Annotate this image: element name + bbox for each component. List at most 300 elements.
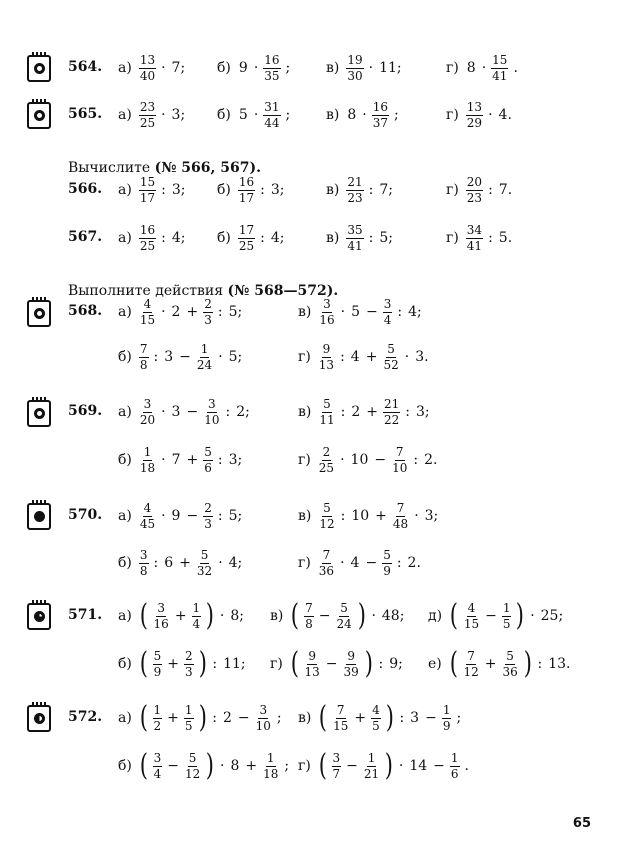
term: :	[340, 508, 346, 524]
denominator: 16	[319, 312, 335, 327]
term: :	[153, 555, 159, 571]
denominator: 17	[139, 190, 156, 205]
term: −	[425, 710, 437, 726]
numerator: 7	[467, 648, 475, 663]
fraction	[346, 176, 363, 205]
expression	[344, 224, 396, 253]
denominator: 21	[363, 766, 380, 781]
denominator: 10	[255, 718, 271, 733]
numerator: 1	[200, 341, 209, 356]
parenthesis: )	[364, 646, 373, 681]
fraction	[304, 650, 321, 679]
denominator: 36	[502, 664, 518, 679]
expression	[316, 446, 441, 475]
numerator: 7	[322, 547, 331, 562]
term: :	[396, 555, 402, 571]
denominator: 15	[139, 312, 156, 327]
part-letter: г)	[298, 555, 311, 571]
term: 2.	[407, 555, 421, 571]
denominator: 4	[192, 616, 201, 631]
term: ·	[161, 508, 166, 524]
term: ·	[218, 555, 223, 571]
fraction	[466, 224, 483, 253]
term: 3	[164, 349, 174, 365]
problem-part	[118, 545, 245, 581]
term: ·	[481, 60, 487, 76]
problem-part	[326, 220, 396, 256]
problem-part	[446, 220, 515, 256]
denominator: 8	[139, 357, 148, 372]
problem-part	[118, 50, 188, 86]
term: :	[260, 182, 265, 198]
problem-part	[446, 50, 521, 86]
term: 2	[171, 304, 181, 320]
term: :	[488, 230, 493, 246]
heading-text: Выполните действия	[68, 283, 228, 299]
numerator: 16	[238, 174, 255, 189]
problem-part	[217, 220, 288, 256]
fraction	[184, 704, 194, 733]
problem-part	[326, 50, 405, 86]
difficulty-mark-icon	[34, 511, 45, 522]
denominator: 24	[196, 357, 213, 372]
fraction	[139, 176, 156, 205]
term: +	[484, 656, 497, 672]
denominator: 7	[332, 766, 341, 781]
term: +	[179, 555, 191, 571]
term: −	[365, 555, 378, 571]
fraction	[139, 549, 149, 578]
term: 7.	[498, 182, 513, 198]
numerator: 21	[347, 174, 363, 189]
part-letter: а)	[118, 230, 132, 246]
fraction	[318, 298, 335, 327]
fraction	[335, 602, 352, 631]
fraction	[196, 549, 213, 578]
expression	[137, 549, 245, 578]
term: −	[346, 758, 358, 774]
fraction	[139, 298, 156, 327]
denominator: 18	[139, 460, 156, 475]
difficulty-badge-icon	[27, 300, 51, 327]
difficulty-mark-icon	[34, 308, 45, 319]
fraction	[343, 650, 360, 679]
term: ·	[161, 60, 166, 76]
term: ·	[488, 107, 493, 123]
term: 7;	[379, 182, 393, 198]
fraction	[263, 54, 280, 83]
numerator: 9	[308, 648, 316, 663]
part-letter: г)	[270, 656, 283, 672]
part-letter: г)	[298, 349, 311, 365]
fraction	[392, 502, 409, 531]
fraction	[139, 343, 149, 372]
numerator: 7	[139, 341, 148, 356]
problem-part	[118, 646, 249, 682]
numerator: 4	[143, 296, 152, 311]
numerator: 16	[372, 99, 388, 114]
expression	[137, 748, 292, 783]
problem-part	[118, 748, 292, 784]
numerator: 3	[143, 396, 152, 411]
part-letter: б)	[217, 60, 231, 76]
denominator: 25	[139, 115, 156, 130]
parenthesis: (	[318, 748, 327, 783]
parenthesis: )	[384, 748, 394, 783]
denominator: 13	[318, 357, 335, 372]
term: ·	[404, 349, 410, 365]
difficulty-badge-icon	[27, 55, 51, 82]
heading-ref: (№ 568—572).	[227, 283, 339, 299]
numerator: 20	[466, 174, 483, 189]
term: :	[217, 508, 223, 524]
fraction	[372, 101, 389, 130]
term: :	[378, 656, 384, 672]
numerator: 2	[184, 648, 193, 663]
term: 11;	[379, 60, 402, 76]
term: :	[217, 452, 223, 468]
problem-number: 569.	[68, 403, 103, 419]
term: −	[325, 656, 338, 672]
term: 11;	[223, 656, 246, 672]
term: 7;	[171, 60, 186, 76]
term: :	[161, 182, 166, 198]
term: ·	[161, 304, 166, 320]
denominator: 6	[450, 766, 459, 781]
problem-part	[270, 646, 406, 682]
expression	[137, 398, 253, 427]
term: :	[260, 230, 265, 246]
part-letter: в)	[326, 230, 340, 246]
denominator: 12	[319, 516, 335, 531]
term: 25;	[540, 608, 564, 624]
problem-part	[118, 498, 245, 534]
numerator: 19	[347, 52, 363, 67]
numerator: 1	[192, 600, 201, 615]
term: +	[366, 404, 378, 420]
part-letter: а)	[118, 107, 132, 123]
problem-part	[270, 598, 407, 634]
fraction	[203, 298, 213, 327]
expression	[464, 224, 515, 253]
problem-part	[298, 700, 464, 736]
expression	[137, 646, 249, 681]
term: ·	[218, 349, 223, 365]
numerator: 13	[466, 99, 483, 114]
fraction	[371, 704, 381, 733]
numerator: 1	[367, 750, 376, 765]
problem-part	[326, 172, 396, 208]
numerator: 5	[387, 341, 395, 356]
term: −	[374, 452, 387, 468]
numerator: 4	[467, 600, 476, 615]
term: 3;	[270, 182, 285, 198]
term: 3;	[228, 452, 243, 468]
parenthesis: (	[290, 646, 299, 681]
term: :	[399, 710, 405, 726]
fraction	[263, 101, 280, 130]
problem-part	[118, 598, 247, 634]
expression	[137, 502, 245, 531]
term: ·	[340, 304, 346, 320]
numerator: 4	[143, 500, 152, 515]
term: :	[368, 230, 374, 246]
parenthesis: )	[206, 748, 215, 783]
denominator: 25	[238, 238, 255, 253]
difficulty-mark-icon	[34, 713, 45, 724]
part-letter: в)	[298, 404, 312, 420]
numerator: 15	[492, 52, 508, 67]
numerator: 1	[153, 702, 162, 717]
expression	[344, 101, 401, 130]
part-letter: в)	[326, 182, 340, 198]
term: 2	[351, 404, 361, 420]
term: .	[513, 60, 518, 76]
fraction	[363, 752, 380, 781]
numerator: 13	[139, 52, 156, 67]
difficulty-badge-icon	[27, 503, 51, 530]
part-letter: б)	[118, 555, 132, 571]
part-letter: г)	[446, 230, 459, 246]
term: 3.	[415, 349, 429, 365]
parenthesis: (	[319, 700, 328, 735]
part-letter: б)	[217, 230, 231, 246]
parenthesis: )	[523, 646, 532, 681]
expression	[236, 224, 288, 253]
denominator: 39	[343, 664, 359, 679]
term: ·	[253, 60, 259, 76]
term: 5	[351, 304, 360, 320]
problem-number: 568.	[68, 303, 103, 319]
fraction	[203, 502, 213, 531]
heading-ref: (№ 566, 567).	[154, 160, 261, 176]
fraction	[184, 650, 194, 679]
term: ·	[253, 107, 259, 123]
problem-number: 567.	[68, 229, 103, 245]
denominator: 9	[442, 718, 451, 733]
denominator: 45	[139, 516, 156, 531]
problem-part	[118, 442, 245, 478]
part-letter: а)	[118, 608, 132, 624]
problem-part	[217, 172, 288, 208]
problem-part	[446, 97, 515, 133]
denominator: 16	[153, 616, 169, 631]
term: ·	[161, 404, 166, 420]
numerator: 5	[200, 547, 209, 562]
numerator: 5	[188, 750, 197, 765]
denominator: 23	[466, 190, 483, 205]
term: .	[464, 758, 469, 774]
term: :	[340, 349, 345, 365]
fraction	[139, 446, 156, 475]
denominator: 30	[347, 68, 363, 83]
term: −	[433, 758, 445, 774]
difficulty-badge-icon	[27, 102, 51, 129]
numerator: 3	[259, 702, 268, 717]
term: 8;	[230, 608, 244, 624]
numerator: 3	[323, 296, 331, 311]
denominator: 25	[139, 238, 156, 253]
fraction	[466, 101, 483, 130]
term: +	[186, 452, 199, 468]
parenthesis: (	[139, 748, 148, 783]
part-letter: а)	[118, 508, 132, 524]
numerator: 9	[347, 648, 355, 663]
term: −	[167, 758, 179, 774]
expression	[316, 549, 424, 578]
term: ·	[368, 60, 374, 76]
problem-number: 572.	[68, 709, 103, 725]
term: ·	[371, 608, 376, 624]
term: −	[186, 404, 199, 420]
numerator: 16	[139, 222, 156, 237]
term: ·	[340, 452, 345, 468]
denominator: 12	[463, 664, 479, 679]
fraction	[139, 398, 156, 427]
denominator: 3	[204, 516, 212, 531]
fraction	[139, 101, 156, 130]
denominator: 4	[153, 766, 162, 781]
expression	[137, 298, 245, 327]
denominator: 12	[184, 766, 201, 781]
term: 5	[238, 107, 248, 123]
denominator: 41	[466, 238, 483, 253]
term: ;	[285, 107, 291, 123]
problem-number: 565.	[68, 106, 103, 122]
fraction	[255, 704, 272, 733]
part-letter: б)	[118, 656, 132, 672]
problem-number: 564.	[68, 59, 103, 75]
term: ;	[284, 758, 290, 774]
problem-part	[326, 97, 402, 133]
part-letter: д)	[428, 608, 443, 624]
denominator: 17	[238, 190, 255, 205]
numerator: 3	[208, 396, 216, 411]
problem-part	[118, 394, 253, 430]
fraction	[238, 176, 255, 205]
term: ·	[530, 608, 535, 624]
fraction	[463, 602, 480, 631]
term: +	[167, 656, 179, 672]
difficulty-mark-icon	[34, 408, 45, 419]
denominator: 4	[383, 312, 392, 327]
fraction	[203, 446, 213, 475]
term: 4;	[171, 230, 186, 246]
term: :	[405, 404, 410, 420]
term: :	[212, 710, 217, 726]
term: ·	[219, 758, 225, 774]
numerator: 3	[139, 547, 148, 562]
expression	[236, 54, 293, 83]
term: +	[245, 758, 258, 774]
parenthesis: )	[198, 646, 207, 681]
denominator: 3	[204, 312, 212, 327]
fraction	[466, 176, 483, 205]
numerator: 7	[396, 500, 405, 515]
numerator: 2	[322, 444, 331, 459]
term: 10	[351, 508, 370, 524]
difficulty-mark-icon	[34, 611, 45, 622]
fraction	[192, 602, 202, 631]
term: 8	[466, 60, 476, 76]
term: +	[365, 349, 378, 365]
denominator: 11	[319, 412, 335, 427]
term: 9	[171, 508, 181, 524]
problem-part	[118, 700, 285, 736]
problem-part	[118, 97, 188, 133]
part-letter: г)	[446, 182, 459, 198]
parenthesis: )	[516, 598, 525, 633]
numerator: 16	[264, 52, 280, 67]
denominator: 6	[204, 460, 212, 475]
denominator: 48	[392, 516, 409, 531]
term: 2.	[424, 452, 438, 468]
expression	[316, 398, 432, 427]
denominator: 10	[204, 412, 220, 427]
denominator: 15	[463, 616, 480, 631]
denominator: 44	[264, 115, 280, 130]
fraction	[153, 602, 170, 631]
problem-part	[298, 545, 424, 581]
term: −	[237, 710, 250, 726]
fraction	[318, 343, 335, 372]
fraction	[153, 704, 163, 733]
numerator: 5	[204, 444, 212, 459]
term: 5;	[379, 230, 393, 246]
denominator: 13	[304, 664, 320, 679]
numerator: 9	[322, 341, 331, 356]
expression	[236, 176, 288, 205]
numerator: 15	[139, 174, 156, 189]
part-letter: в)	[298, 304, 312, 320]
problem-part	[298, 748, 472, 784]
numerator: 17	[238, 222, 255, 237]
numerator: 3	[332, 750, 341, 765]
fraction	[139, 224, 156, 253]
expression	[137, 101, 188, 130]
expression	[137, 700, 285, 735]
numerator: 5	[506, 648, 514, 663]
parenthesis: )	[385, 700, 394, 735]
fraction	[502, 602, 512, 631]
denominator: 8	[139, 563, 148, 578]
denominator: 52	[383, 357, 399, 372]
term: 9	[238, 60, 248, 76]
term: ;	[394, 107, 399, 123]
denominator: 9	[153, 664, 162, 679]
term: ·	[362, 107, 367, 123]
problem-number: 571.	[68, 607, 103, 623]
term: :	[153, 349, 159, 365]
term: 3;	[416, 404, 430, 420]
part-letter: а)	[118, 182, 132, 198]
problem-part	[118, 172, 188, 208]
term: 3;	[171, 107, 186, 123]
difficulty-badge-icon	[27, 603, 51, 630]
denominator: 2	[153, 718, 162, 733]
term: −	[179, 349, 191, 365]
denominator: 20	[139, 412, 156, 427]
problem-part	[118, 294, 245, 330]
expression	[316, 502, 441, 531]
problem-part	[428, 646, 573, 682]
term: 13.	[548, 656, 571, 672]
numerator: 2	[204, 500, 212, 515]
fraction	[332, 752, 342, 781]
fraction	[462, 650, 479, 679]
problem-part	[217, 97, 293, 133]
numerator: 34	[466, 222, 483, 237]
